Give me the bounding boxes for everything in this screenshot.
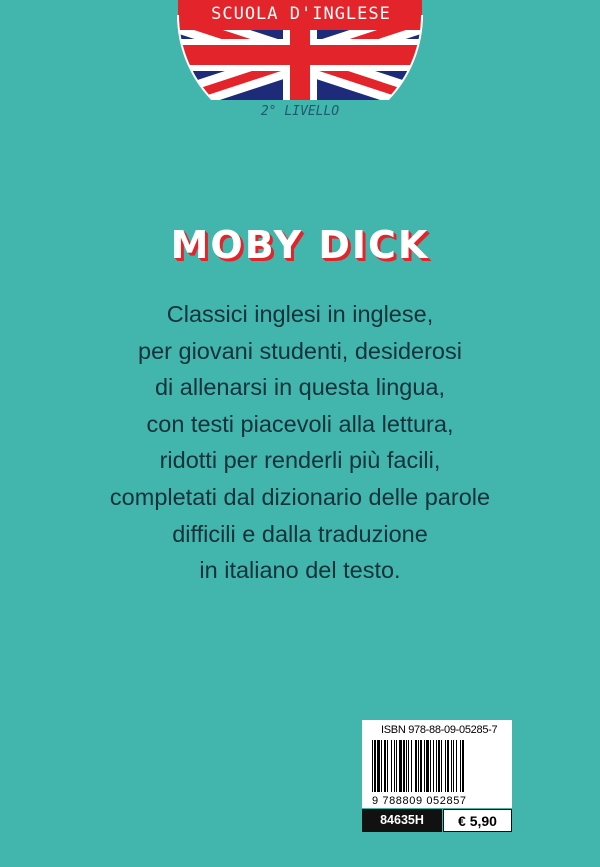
level-label: 2° LIVELLO xyxy=(260,104,340,119)
series-title: SCUOLA D'INGLESE xyxy=(211,4,391,24)
description-line: con testi piacevoli alla lettura, xyxy=(146,410,454,437)
book-description xyxy=(60,296,540,589)
isbn-number: ISBN 978-88-09-05285-7 xyxy=(381,724,498,736)
description-line: di allenarsi in questa lingua, xyxy=(154,374,446,401)
barcode-icon xyxy=(370,740,510,796)
description-line: completati dal dizionario delle parole xyxy=(109,483,491,510)
description-line: difficili e dalla traduzione xyxy=(172,520,428,547)
barcode-digits: 9 788809 052857 xyxy=(372,795,467,807)
price-tag: € 5,90 xyxy=(443,809,512,832)
description-line: Classici inglesi in inglese, xyxy=(166,301,434,327)
description-line: in italiano del testo. xyxy=(199,557,401,584)
product-code: 84635H xyxy=(362,809,442,832)
book-title: MOBY DICK xyxy=(170,223,430,267)
description-line: per giovani studenti, desiderosi xyxy=(138,337,462,364)
description-line: ridotti per renderli più facili, xyxy=(159,447,441,474)
